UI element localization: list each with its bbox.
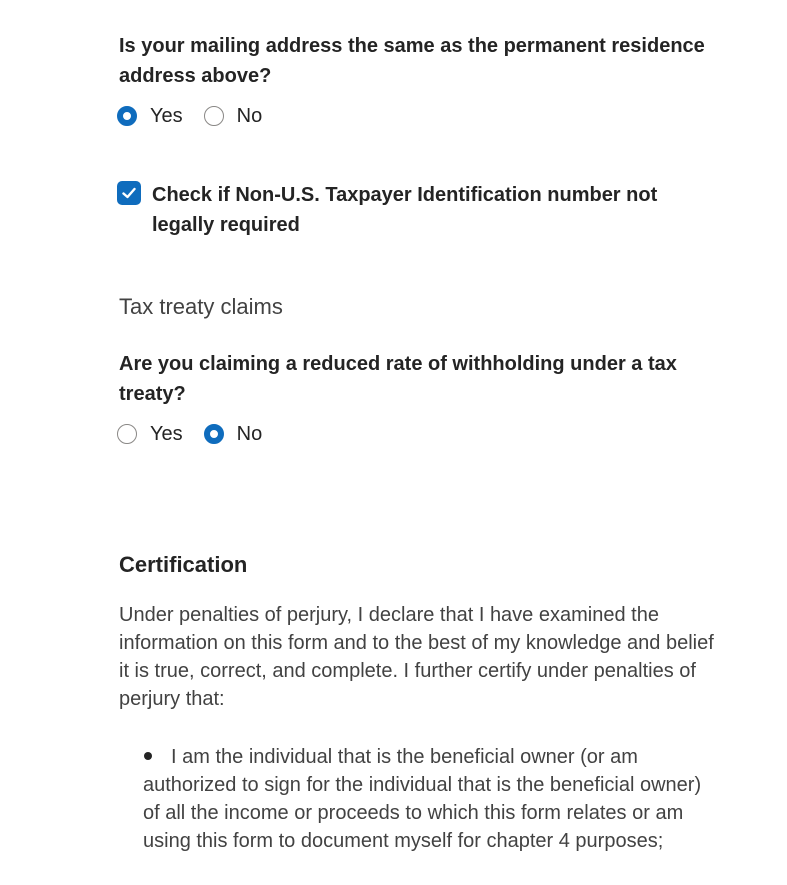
tax-treaty-question: Are you claiming a reduced rate of withholding under a tax treaty? <box>119 353 677 405</box>
mailing-address-no-label: No <box>236 104 263 127</box>
mailing-address-radio-group <box>117 103 283 129</box>
tin-not-required-label: Check if Non-U.S. Taxpayer Identification number not legally required <box>152 184 658 236</box>
tax-treaty-section-title: Tax treaty claims <box>119 294 283 319</box>
radio-checked-icon[interactable] <box>117 106 137 126</box>
certification-item-text: I am the individual that is the beneficial owner (or am authorized to sign for the individual that is the beneficial owner) of all the income or proceeds to which this form relates or am using this form to document myself for chapter 4 purposes; <box>143 746 702 852</box>
tax-treaty-no-option[interactable] <box>204 423 263 446</box>
radio-unchecked-icon[interactable] <box>117 424 137 444</box>
certification-list <box>143 743 703 855</box>
mailing-address-yes-option[interactable] <box>117 105 183 128</box>
certification-intro: Under penalties of perjury, I declare that I have examined the information on this form and to the best of my knowledge and belief it is true, correct, and complete. I further certify under penalties of perjury that: <box>119 604 714 710</box>
certification-list-item <box>143 743 703 855</box>
checkbox-checked-icon[interactable] <box>117 181 141 205</box>
radio-checked-icon[interactable] <box>204 424 224 444</box>
mailing-address-question: Is your mailing address the same as the permanent residence address above? <box>119 35 705 87</box>
mailing-address-yes-label: Yes <box>150 104 183 127</box>
bullet-icon <box>144 752 152 760</box>
tax-treaty-yes-label: Yes <box>150 422 183 445</box>
radio-unchecked-icon[interactable] <box>204 106 224 126</box>
certification-heading: Certification <box>119 552 248 577</box>
tax-treaty-yes-option[interactable] <box>117 423 183 446</box>
tax-treaty-radio-group <box>117 421 283 447</box>
tax-treaty-no-label: No <box>236 422 263 445</box>
tin-not-required-checkbox-row[interactable] <box>117 181 717 240</box>
mailing-address-no-option[interactable] <box>204 105 263 128</box>
